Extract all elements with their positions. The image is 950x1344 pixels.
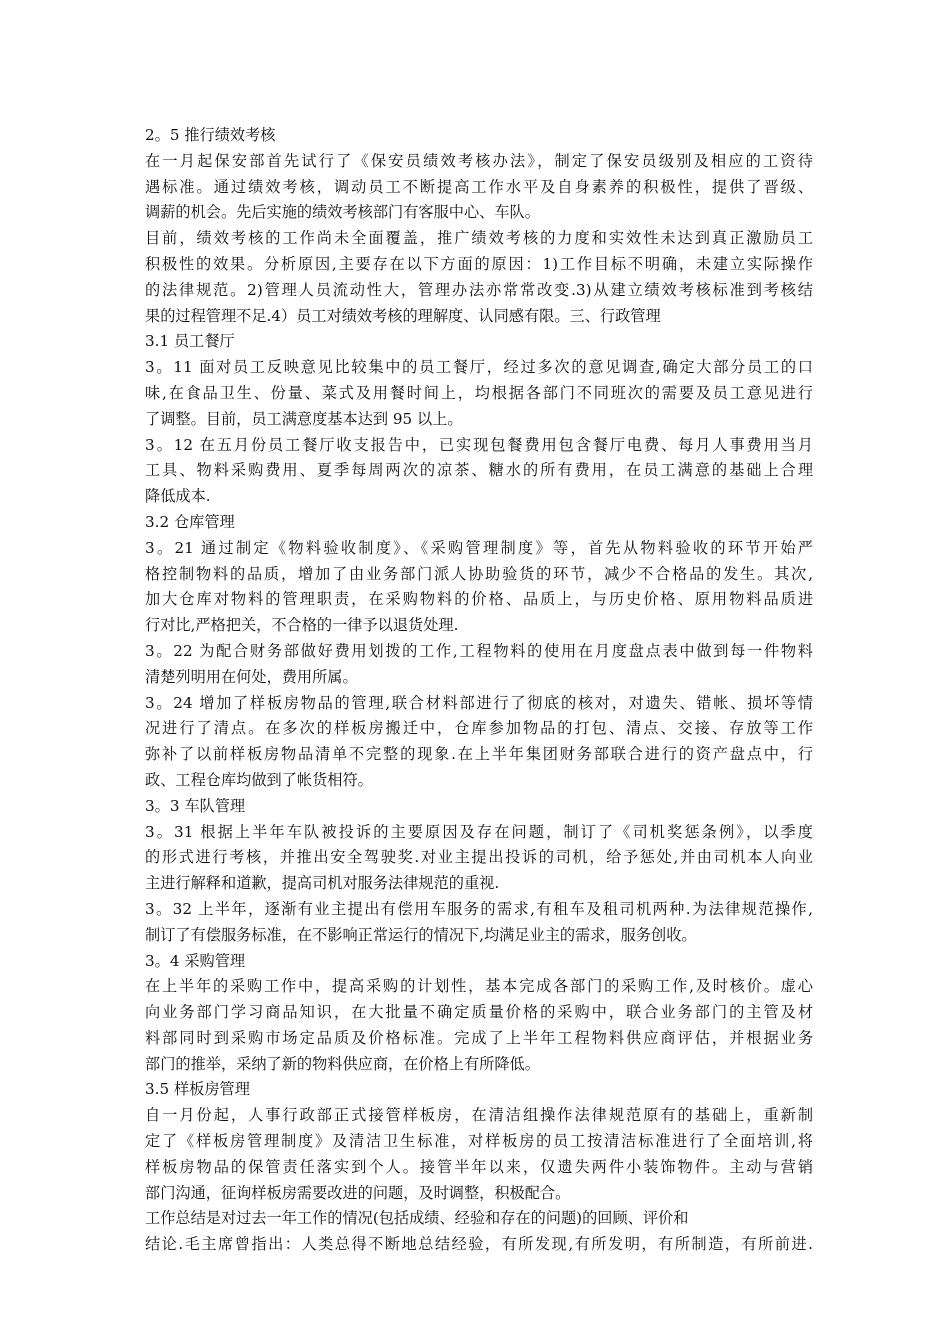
paragraph-line: 定了《样板房管理制度》及清洁卫生标准，对样板房的员工按清洁标准进行了全面培训,将 bbox=[145, 1132, 813, 1151]
paragraph-line: 味,在食品卫生、份量、菜式及用餐时间上，均根据各部门不同班次的需要及员工意见进行 bbox=[145, 383, 813, 402]
paragraph-line: 果的过程管理不足.4）员工对绩效考核的理解度、认同感有限。三、行政管理 bbox=[145, 306, 661, 325]
section-heading-3-1: 3.1 员工餐厅 bbox=[145, 332, 235, 351]
paragraph-line: 向业务部门学习商品知识，在大批量不确定质量价格的采购中，联合业务部门的主管及材 bbox=[145, 1003, 813, 1022]
paragraph-line: 3。24 增加了样板房物品的管理,联合材料部进行了彻底的核对，对遗失、错帐、损坏等情 bbox=[145, 693, 813, 712]
paragraph-line: 在上半年的采购工作中，提高采购的计划性，基本完成各部门的采购工作,及时核价。虚心 bbox=[145, 977, 813, 996]
section-heading-2-5: 2。5 推行绩效考核 bbox=[145, 126, 276, 144]
paragraph-line: 行对比,严格把关，不合格的一律予以退货处理. bbox=[145, 616, 459, 635]
paragraph-line: 的法律规范。2)管理人员流动性大，管理办法亦常常改变.3)从建立绩效考核标准到考核结 bbox=[145, 280, 813, 299]
section-heading-3-3: 3。3 车队管理 bbox=[145, 796, 246, 815]
paragraph-line: 弥补了以前样板房物品清单不完整的现象.在上半年集团财务部联合进行的资产盘点中，行 bbox=[145, 745, 813, 764]
paragraph-line: 制订了有偿服务标准，在不影响正常运行的情况下,均满足业主的需求，服务创收。 bbox=[145, 925, 697, 944]
paragraph-line: 降低成本. bbox=[145, 487, 211, 506]
paragraph-line: 部门的推举，采纳了新的物料供应商，在价格上有所降低。 bbox=[145, 1054, 540, 1073]
paragraph-line: 3。11 面对员工反映意见比较集中的员工餐厅，经过多次的意见调查,确定大部分员工的口 bbox=[145, 358, 813, 377]
section-heading-3-2: 3.2 仓库管理 bbox=[145, 512, 235, 531]
section-heading-3-5: 3.5 样板房管理 bbox=[145, 1080, 250, 1099]
section-heading-3-4: 3。4 采购管理 bbox=[145, 951, 246, 970]
paragraph-line: 工作总结是对过去一年工作的情况(包括成绩、经验和存在的问题)的回顾、评价和 bbox=[145, 1209, 689, 1228]
paragraph-line: 加大仓库对物料的管理职责，在采购物料的价格、品质上，与历史价格、原用物料品质进 bbox=[145, 590, 813, 609]
paragraph-line: 主进行解释和道歉，提高司机对服务法律规范的重视. bbox=[145, 874, 500, 893]
paragraph-line: 部门沟通，征询样板房需要改进的问题，及时调整，积极配合。 bbox=[145, 1183, 571, 1202]
paragraph-line: 政、工程仓库均做到了帐货相符。 bbox=[145, 770, 373, 789]
paragraph-line: 3。31 根据上半年车队被投诉的主要原因及存在问题，制订了《司机奖惩条例》，以季度 bbox=[145, 822, 813, 841]
paragraph-line: 3。12 在五月份员工餐厅收支报告中，已实现包餐费用包含餐厅电费、每月人事费用当月 bbox=[145, 435, 813, 454]
paragraph-line: 调薪的机会。先后实施的绩效考核部门有客服中心、车队。 bbox=[145, 203, 540, 222]
paragraph-line: 在一月起保安部首先试行了《保安员绩效考核办法》，制定了保安员级别及相应的工资待 bbox=[145, 151, 813, 170]
paragraph-line: 3。21 通过制定《物料验收制度》、《采购管理制度》等，首先从物料验收的环节开始严 bbox=[145, 538, 813, 557]
paragraph-line: 格控制物料的品质，增加了由业务部门派人协助验货的环节，减少不合格品的发生。其次, bbox=[145, 564, 813, 583]
paragraph-line: 3。32 上半年，逐渐有业主提出有偿用车服务的需求,有租车及租司机两种.为法律规范操作, bbox=[145, 899, 813, 918]
paragraph-line: 清楚列明用在何处，费用所属。 bbox=[145, 667, 358, 686]
paragraph-line: 了调整。目前，员工满意度基本达到 95 以上。 bbox=[145, 409, 463, 428]
paragraph-line: 工具、物料采购费用、夏季每周两次的凉茶、糖水的所有费用，在员工满意的基础上合理 bbox=[145, 461, 813, 480]
paragraph-line: 况进行了清点。在多次的样板房搬迁中，仓库参加物品的打包、清点、交接、存放等工作 bbox=[145, 719, 813, 738]
paragraph-line: 样板房物品的保管责任落实到个人。接管半年以来，仅遗失两件小装饰物件。主动与营销 bbox=[145, 1157, 813, 1176]
paragraph-line: 自一月份起，人事行政部正式接管样板房，在清洁组操作法律规范原有的基础上，重新制 bbox=[145, 1106, 813, 1125]
paragraph-line: 结论.毛主席曾指出：人类总得不断地总结经验，有所发现,有所发明，有所制造，有所前进. bbox=[145, 1235, 813, 1254]
paragraph-line: 遇标准。通过绩效考核，调动员工不断提高工作水平及自身素养的积极性，提供了晋级、 bbox=[145, 177, 813, 196]
paragraph-line: 料部同时到采购市场定品质及价格标准。完成了上半年工程物料供应商评估，并根据业务 bbox=[145, 1028, 813, 1047]
paragraph-line: 的形式进行考核，并推出安全驾驶奖.对业主提出投诉的司机，给予惩处,并由司机本人向业 bbox=[145, 848, 813, 867]
paragraph-line: 积极性的效果。分析原因,主要存在以下方面的原因：1)工作目标不明确，未建立实际操作 bbox=[145, 254, 813, 273]
document-page bbox=[145, 123, 813, 1258]
paragraph-line: 3。22 为配合财务部做好费用划拨的工作,工程物料的使用在月度盘点表中做到每一件物料 bbox=[145, 641, 813, 660]
paragraph-line: 目前，绩效考核的工作尚未全面覆盖，推广绩效考核的力度和实效性未达到真正激励员工 bbox=[145, 229, 813, 248]
